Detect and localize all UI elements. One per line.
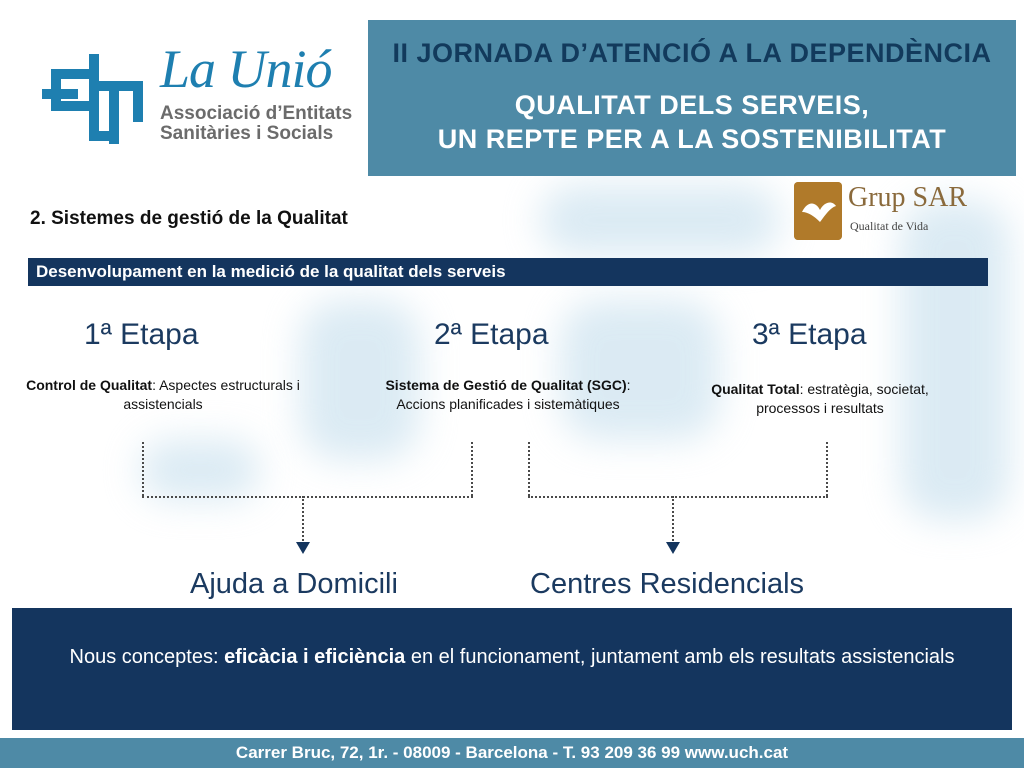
stage-3-title: 3ª Etapa: [752, 318, 867, 351]
logo-subtitle-line1: Associació d’Entitats: [160, 103, 353, 124]
stage-3-term: Qualitat Total: [711, 381, 800, 397]
key-concepts-text: [52, 644, 972, 671]
note-prefix: Nous conceptes:: [69, 646, 225, 668]
connector-line: [142, 442, 144, 496]
event-theme-line2: UN REPTE PER A LA SOSTENIBILITAT: [437, 124, 947, 154]
background-shape: [540, 185, 780, 255]
logo-subtitle: [160, 104, 352, 144]
la-unio-logo-icon: [38, 44, 150, 148]
connector-line: [302, 496, 304, 544]
stage-3-text: : estratègia, societat, processos i resultats: [756, 381, 929, 416]
connector-line: [826, 442, 828, 496]
stage-1-description: [18, 376, 308, 414]
stage-2-term: Sistema de Gestió de Qualitat (SGC): [385, 377, 627, 393]
stage-3-description: [700, 380, 940, 418]
stage-2-text: : Accions planificades i sistemàtiques: [396, 377, 631, 412]
arrow-down-icon: [666, 542, 680, 554]
note-emphasis: eficàcia i eficiència: [224, 646, 406, 668]
stage-1-title: 1ª Etapa: [84, 318, 199, 351]
key-concepts-box: [12, 608, 1012, 730]
connector-line: [142, 496, 473, 498]
stage-1-text: : Aspectes estructurals i assistencials: [123, 377, 300, 412]
stage-2-title: 2ª Etapa: [434, 318, 549, 351]
connector-line: [471, 442, 473, 496]
grup-sar-logo-icon: [794, 182, 842, 240]
partner-tagline: Qualitat de Vida: [850, 219, 929, 233]
event-title: II JORNADA D’ATENCIÓ A LA DEPENDÈNCIA: [392, 38, 992, 68]
event-banner: [368, 20, 1016, 176]
connector-line: [528, 442, 530, 496]
stage-2-description: [378, 376, 638, 414]
arrow-down-icon: [296, 542, 310, 554]
background-shape: [900, 200, 1010, 520]
background-shape: [140, 440, 260, 500]
stage-1-term: Control de Qualitat: [26, 377, 153, 393]
event-theme-line1: QUALITAT DELS SERVEIS,: [514, 90, 870, 120]
logo-subtitle-line2: Sanitàries i Socials: [160, 123, 334, 144]
connector-line: [528, 496, 828, 498]
partner-name: Grup SAR: [848, 182, 968, 213]
note-suffix: en el funcionament, juntament amb els resultats assistencials: [405, 646, 955, 668]
footer-contact: Carrer Bruc, 72, 1r. - 08009 - Barcelona - T. 93 209 36 99 www.uch.cat: [0, 738, 1024, 768]
section-title: 2. Sistemes de gestió de la Qualitat: [30, 208, 348, 229]
connector-line: [672, 496, 674, 544]
target-residential-centres: Centres Residencials: [530, 568, 805, 600]
target-home-care: Ajuda a Domicili: [190, 568, 398, 600]
subheading-bar: Desenvolupament en la medició de la qualitat dels serveis: [28, 258, 988, 286]
background-shape: [560, 300, 720, 440]
logo-name: La Unió: [160, 39, 332, 99]
